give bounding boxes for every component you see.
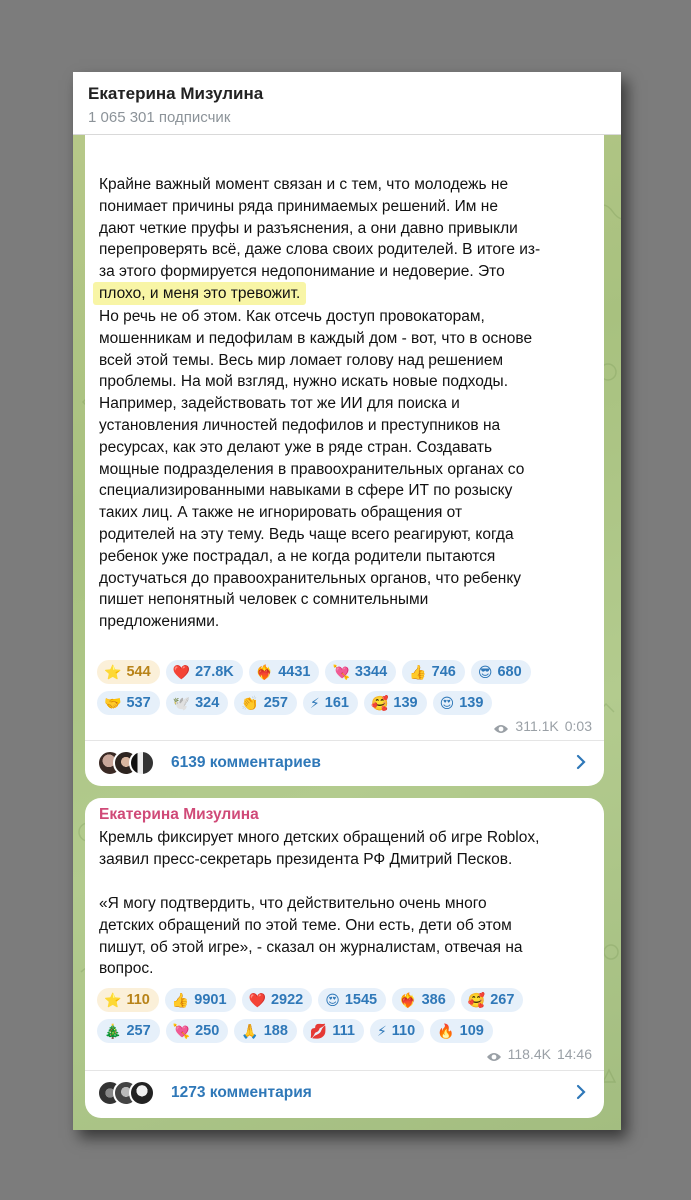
- reaction-pill[interactable]: [166, 660, 243, 684]
- reaction-count: 139: [393, 695, 418, 711]
- eye-icon: [493, 721, 509, 731]
- reaction-pill[interactable]: [242, 988, 313, 1012]
- message-paragraph: [99, 174, 593, 305]
- reaction-count: 250: [195, 1023, 220, 1039]
- reaction-emoji-icon: 🙏: [241, 1022, 259, 1039]
- channel-title: Екатерина Мизулина: [88, 84, 264, 103]
- reaction-pill[interactable]: [97, 1019, 160, 1043]
- message-time: 14:46: [556, 1046, 592, 1062]
- reaction-pill[interactable]: [97, 988, 159, 1012]
- reaction-count: 257: [263, 695, 288, 711]
- reaction-emoji-icon: 💘: [172, 1022, 191, 1039]
- reaction-emoji-icon: ❤️: [172, 663, 191, 680]
- reaction-emoji-icon: 🥰: [467, 991, 486, 1008]
- reaction-count: 746: [431, 664, 456, 680]
- comments-button[interactable]: [85, 1070, 604, 1116]
- reactions-row: [97, 988, 597, 1012]
- reactions-row: [97, 660, 597, 684]
- reaction-emoji-icon: ⭐: [104, 991, 122, 1008]
- reaction-pill[interactable]: [234, 691, 297, 715]
- reaction-count: 161: [324, 695, 349, 711]
- chevron-right-icon: [576, 1084, 586, 1100]
- reaction-pill[interactable]: [303, 691, 358, 715]
- reaction-emoji-icon: 👏: [241, 694, 259, 711]
- reaction-emoji-icon: 😍: [439, 694, 455, 711]
- reactions-row: [97, 691, 597, 715]
- message-meta: [486, 1046, 592, 1062]
- reaction-count: 537: [126, 695, 151, 711]
- reaction-count: 27.8K: [195, 664, 234, 680]
- comments-count: 6139 комментариев: [171, 754, 321, 771]
- reaction-count: 110: [126, 992, 150, 1008]
- comments-button[interactable]: [85, 740, 604, 786]
- reaction-emoji-icon: ❤️‍🔥: [255, 663, 274, 680]
- reaction-count: 9901: [194, 992, 227, 1008]
- reaction-count: 139: [459, 695, 484, 711]
- reaction-pill[interactable]: [97, 691, 160, 715]
- reaction-emoji-icon: 🕊️: [172, 694, 191, 711]
- reaction-count: 257: [126, 1023, 151, 1039]
- avatar: [129, 750, 155, 776]
- reaction-emoji-icon: 😍: [325, 991, 340, 1008]
- reaction-emoji-icon: 🥰: [370, 694, 389, 711]
- reactions-bar: [97, 660, 597, 722]
- reaction-pill[interactable]: [325, 660, 396, 684]
- reaction-pill[interactable]: [433, 691, 493, 715]
- reaction-emoji-icon: 👍: [409, 663, 427, 680]
- reaction-count: 680: [497, 664, 522, 680]
- reaction-emoji-icon: 🤝: [104, 694, 122, 711]
- reaction-pill[interactable]: [249, 660, 320, 684]
- reaction-pill[interactable]: [402, 660, 465, 684]
- reaction-count: 544: [126, 664, 151, 680]
- reaction-pill[interactable]: [430, 1019, 493, 1043]
- reaction-emoji-icon: ⚡: [309, 694, 320, 711]
- reaction-emoji-icon: ⚡: [376, 1022, 387, 1039]
- reaction-pill[interactable]: [364, 691, 427, 715]
- reaction-emoji-icon: ❤️: [248, 991, 266, 1008]
- reaction-pill[interactable]: [461, 988, 524, 1012]
- subscriber-count: 1 065 301 подписчик: [88, 109, 231, 126]
- reactions-row: [97, 1019, 597, 1043]
- reaction-count: 4431: [278, 664, 311, 680]
- reaction-count: 111: [332, 1023, 355, 1039]
- reaction-count: 3344: [354, 664, 388, 680]
- reaction-pill[interactable]: [97, 660, 160, 684]
- eye-icon: [486, 1049, 502, 1059]
- reaction-pill[interactable]: [166, 1019, 229, 1043]
- message-paragraph: [99, 893, 593, 980]
- message-paragraph: [99, 827, 593, 871]
- reaction-pill[interactable]: [303, 1019, 364, 1043]
- reaction-pill[interactable]: [234, 1019, 297, 1043]
- reaction-emoji-icon: 👍: [171, 991, 190, 1008]
- reaction-count: 110: [391, 1023, 416, 1039]
- reaction-emoji-icon: ❤️‍🔥: [399, 991, 417, 1008]
- paragraph-text: «Я могу подтвердить, что действительно очень много детских обращений по этой теме. Они есть, дети об этом пишут, об этой игре», - сказал он журналистам, отвечая на вопрос.: [99, 895, 523, 978]
- reactions-bar: [97, 988, 597, 1050]
- view-count: 311.1K: [515, 718, 559, 734]
- chevron-right-icon: [576, 754, 586, 770]
- avatar: [129, 1080, 155, 1106]
- message-meta: [493, 718, 592, 734]
- reaction-pill[interactable]: [165, 988, 236, 1012]
- reaction-pill[interactable]: [166, 691, 229, 715]
- highlighted-text: плохо, и меня это тревожит.: [93, 282, 306, 305]
- reaction-emoji-icon: ⭐: [104, 663, 122, 680]
- paragraph-text: Но речь не об этом. Как отсечь доступ провокаторам, мошенникам и педофилам в каждый дом - вот, что в основе всей этой темы. Весь мир ломает голову над решением проблемы. На мой взгляд, нужно искать новые подходы. Например, задействовать тот же ИИ для поиска и установления личностей педофилов и преступников на ресурсах, как это делают уже в ряде стран. Создавать мощные подразделения в правоохранительных органах со специализированными навыками в сфере ИТ по розыску таких лиц. А также не игнорировать обращения от родителей на эту тему. Ведь чаще всего реагируют, когда ребенок уже пострадал, а не когда родители пытаются достучаться до правоохранительных органов, что ребенку пишет непонятный человек с сомнительными предложениями.: [99, 308, 533, 631]
- commenter-avatars: [97, 750, 177, 776]
- reaction-emoji-icon: 💘: [332, 663, 350, 680]
- reaction-count: 188: [263, 1023, 288, 1039]
- reaction-count: 386: [421, 992, 446, 1008]
- paragraph-text: Кремль фиксирует много детских обращений об игре Roblox, заявил пресс-секретарь президента РФ Дмитрий Песков.: [99, 829, 540, 868]
- view-count: 118.4K: [507, 1046, 551, 1062]
- reaction-emoji-icon: 🔥: [437, 1022, 455, 1039]
- reaction-count: 1545: [344, 992, 378, 1008]
- reaction-count: 109: [459, 1023, 484, 1039]
- reaction-pill[interactable]: [392, 988, 455, 1012]
- reaction-pill[interactable]: [370, 1019, 424, 1043]
- message-paragraph: [99, 306, 593, 633]
- reaction-emoji-icon: 🎄: [104, 1022, 122, 1039]
- message-time: 0:03: [564, 718, 592, 734]
- reaction-count: 324: [195, 695, 220, 711]
- channel-header[interactable]: [73, 72, 621, 135]
- reaction-emoji-icon: 😎: [477, 663, 493, 680]
- reaction-count: 2922: [270, 992, 304, 1008]
- paragraph-text: Крайне важный момент связан и с тем, что молодежь не понимает причины ряда принимаемых решений. Им не дают четкие пруфы и разъяснения, а они давно привыкли перепроверять всё, даже слова своих родителей. В итоге из- за этого формируется недопонимание и недоверие. Это: [99, 176, 541, 281]
- telegram-channel-window: [73, 72, 621, 1130]
- reaction-emoji-icon: 💋: [309, 1022, 328, 1039]
- message-bubble[interactable]: [85, 132, 604, 786]
- comments-count: 1273 комментария: [171, 1084, 312, 1101]
- reaction-pill[interactable]: [318, 988, 386, 1012]
- reaction-count: 267: [490, 992, 515, 1008]
- message-author[interactable]: Екатерина Мизулина: [99, 806, 259, 823]
- commenter-avatars: [97, 1080, 177, 1106]
- reaction-pill[interactable]: [471, 660, 531, 684]
- message-bubble[interactable]: [85, 798, 604, 1118]
